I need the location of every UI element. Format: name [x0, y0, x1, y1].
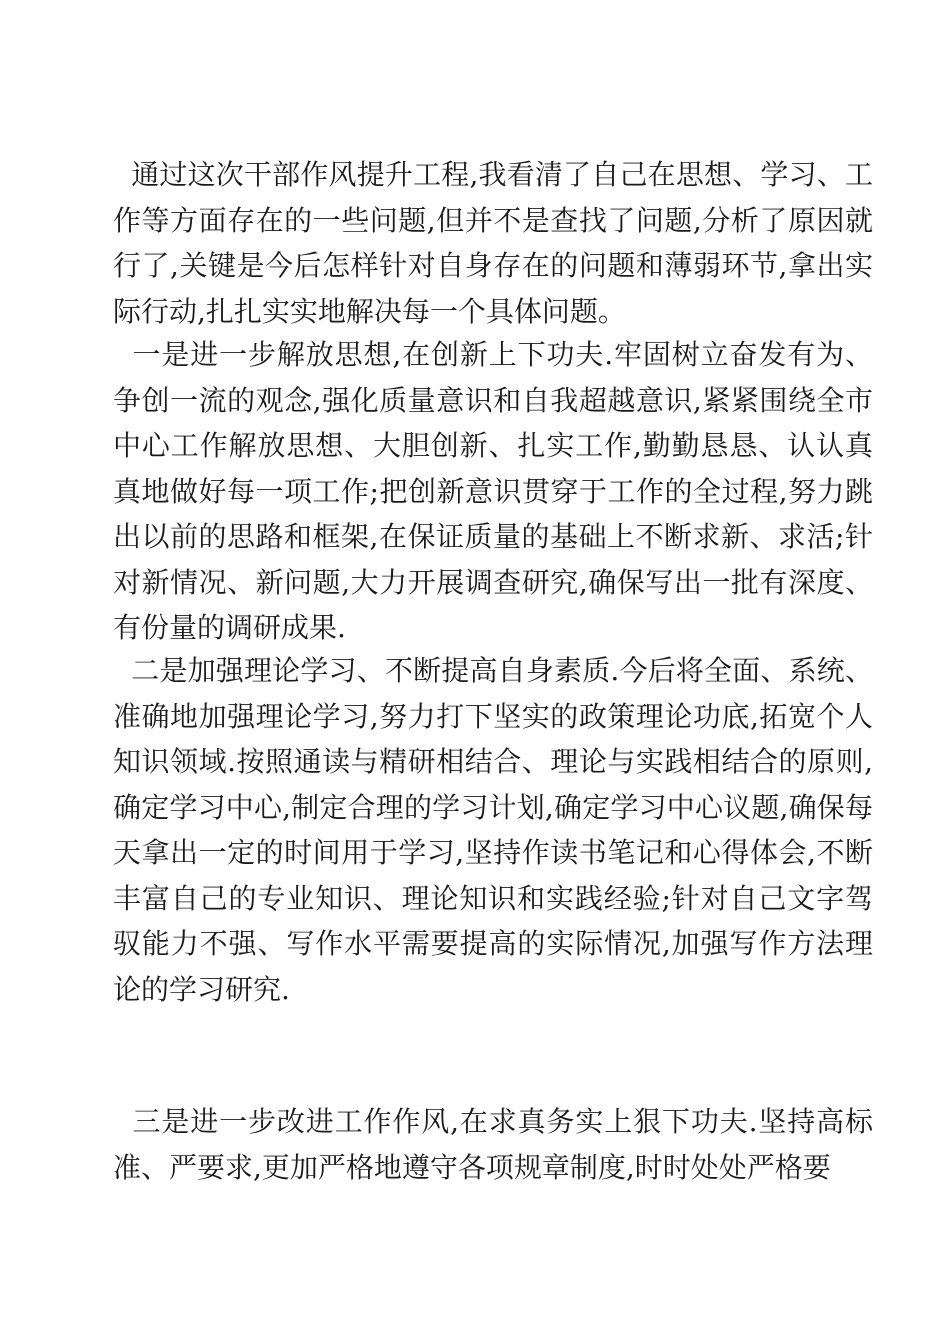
paragraph-intro: 通过这次干部作风提升工程,我看清了自己在思想、学习、工作等方面存在的一些问题,但并不是查找了问题,分析了原因就行了,关键是今后怎样针对自身存在的问题和薄弱环节,拿出实际行动,扎扎实实地解决每一个具体问题。	[113, 158, 873, 328]
paragraph-point-two: 二是加强理论学习、不断提高自身素质.今后将全面、系统、准确地加强理论学习,努力打下坚实的政策理论功底,拓宽个人知识领域.按照通读与精研相结合、理论与实践相结合的原则,确定学习中心,制定合理的学习计划,确定学习中心议题,确保每天拿出一定的时间用于学习,坚持作读书笔记和心得体会,不断丰富自己的专业知识、理论知识和实践经验;针对自己文字驾驭能力不强、写作水平需要提高的实际情况,加强写作方法理论的学习研究.	[113, 654, 873, 1006]
paragraph-point-one: 一是进一步解放思想,在创新上下功夫.牢固树立奋发有为、争创一流的观念,强化质量意识和自我超越意识,紧紧围绕全市中心工作解放思想、大胆创新、扎实工作,勤勤恳恳、认认真真地做好每一项工作;把创新意识贯穿于工作的全过程,努力跳出以前的思路和框架,在保证质量的基础上不断求新、求活;针对新情况、新问题,大力开展调查研究,确保写出一批有深度、有份量的调研成果.	[113, 338, 873, 644]
paragraph-point-three: 三是进一步改进工作作风,在求真务实上狠下功夫.坚持高标准、严要求,更加严格地遵守各项规章制度,时时处处严格要	[113, 1105, 873, 1184]
